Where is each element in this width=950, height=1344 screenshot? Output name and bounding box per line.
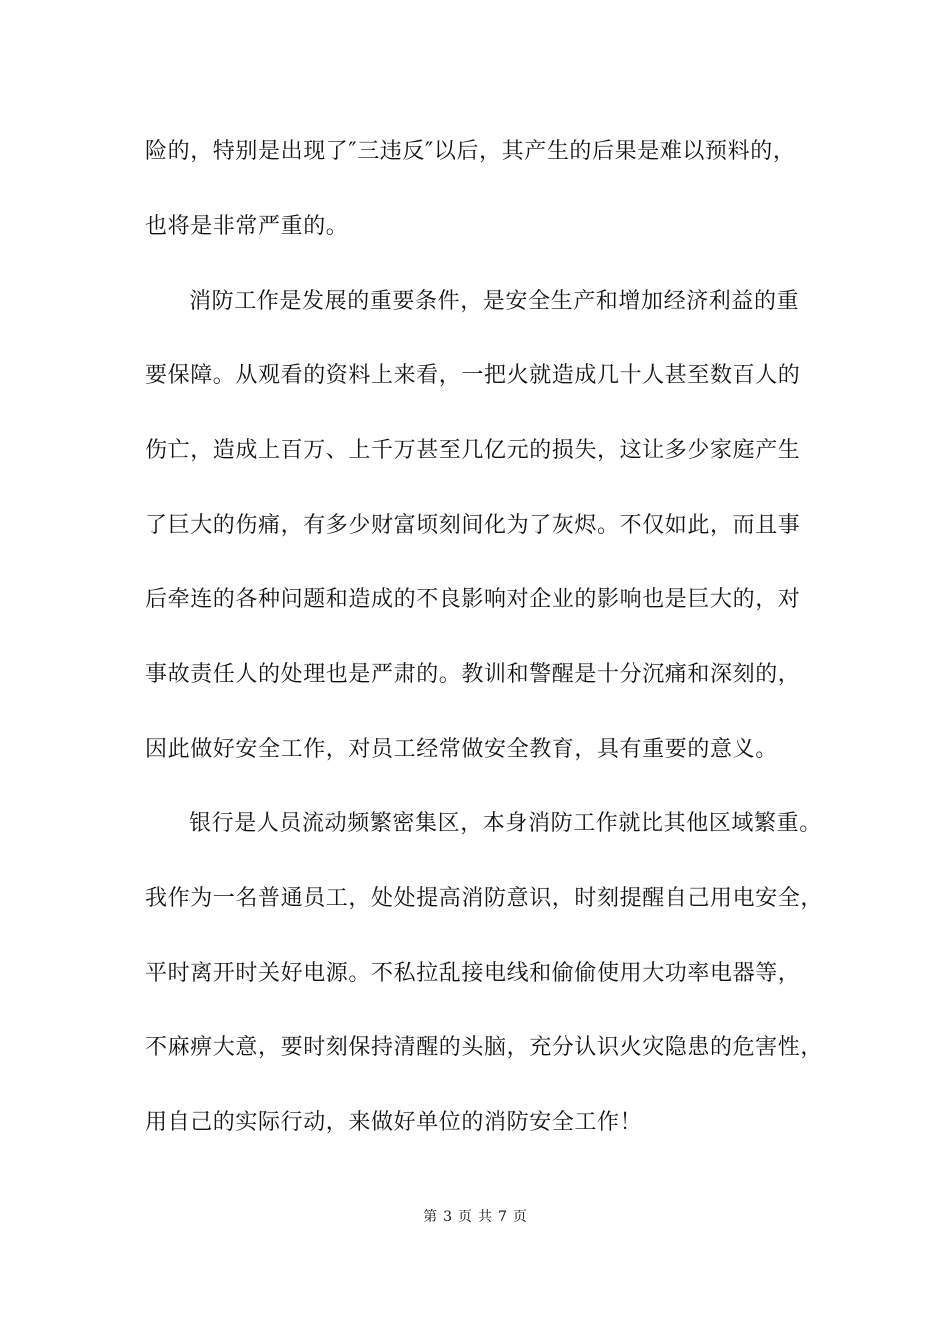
body-line: 不麻痹大意，要时刻保持清醒的头脑，充分认识火灾隐患的危害性， (145, 1035, 824, 1060)
footer-ye-end: 页 (512, 1209, 527, 1225)
page-footer (0, 1208, 950, 1226)
body-line: 也将是非常严重的。 (145, 214, 349, 239)
body-line: 要保障。从观看的资料上来看，一把火就造成几十人甚至数百人的 (145, 363, 801, 388)
footer-current-page: 3 (443, 1209, 452, 1225)
body-line: 我作为一名普通员工，处处提高消防意识，时刻提醒自己用电安全， (145, 886, 824, 911)
footer-gong: 共 (478, 1209, 492, 1225)
body-line: 银行是人员流动频繁密集区，本身消防工作就比其他区域繁重。 (189, 811, 822, 836)
footer-ye: 页 (458, 1209, 472, 1225)
body-line: 了巨大的伤痛，有多少财富顷刻间化为了灰烬。不仅如此，而且事 (145, 513, 801, 538)
body-line: 伤亡，造成上百万、上千万甚至几亿元的损失，这让多少家庭产生 (145, 438, 801, 463)
body-line: 后牵连的各种问题和造成的不良影响对企业的影响也是巨大的，对 (145, 587, 801, 612)
body-line: 因此做好安全工作，对员工经常做安全教育，具有重要的意义。 (145, 737, 778, 762)
footer-di: 第 (423, 1209, 438, 1225)
body-line: 事故责任人的处理也是严肃的。教训和警醒是十分沉痛和深刻的， (145, 662, 801, 687)
body-line: 用自己的实际行动，来做好单位的消防安全工作！ (145, 1110, 643, 1135)
body-line: 平时离开时关好电源。不私拉乱接电线和偷偷使用大功率电器等， (145, 961, 801, 986)
body-line: 消防工作是发展的重要条件，是安全生产和增加经济利益的重 (189, 289, 800, 314)
footer-total-pages: 7 (498, 1209, 507, 1225)
body-line: 险的，特别是出现了″三违反″以后，其产生的后果是难以预料的， (145, 139, 796, 164)
